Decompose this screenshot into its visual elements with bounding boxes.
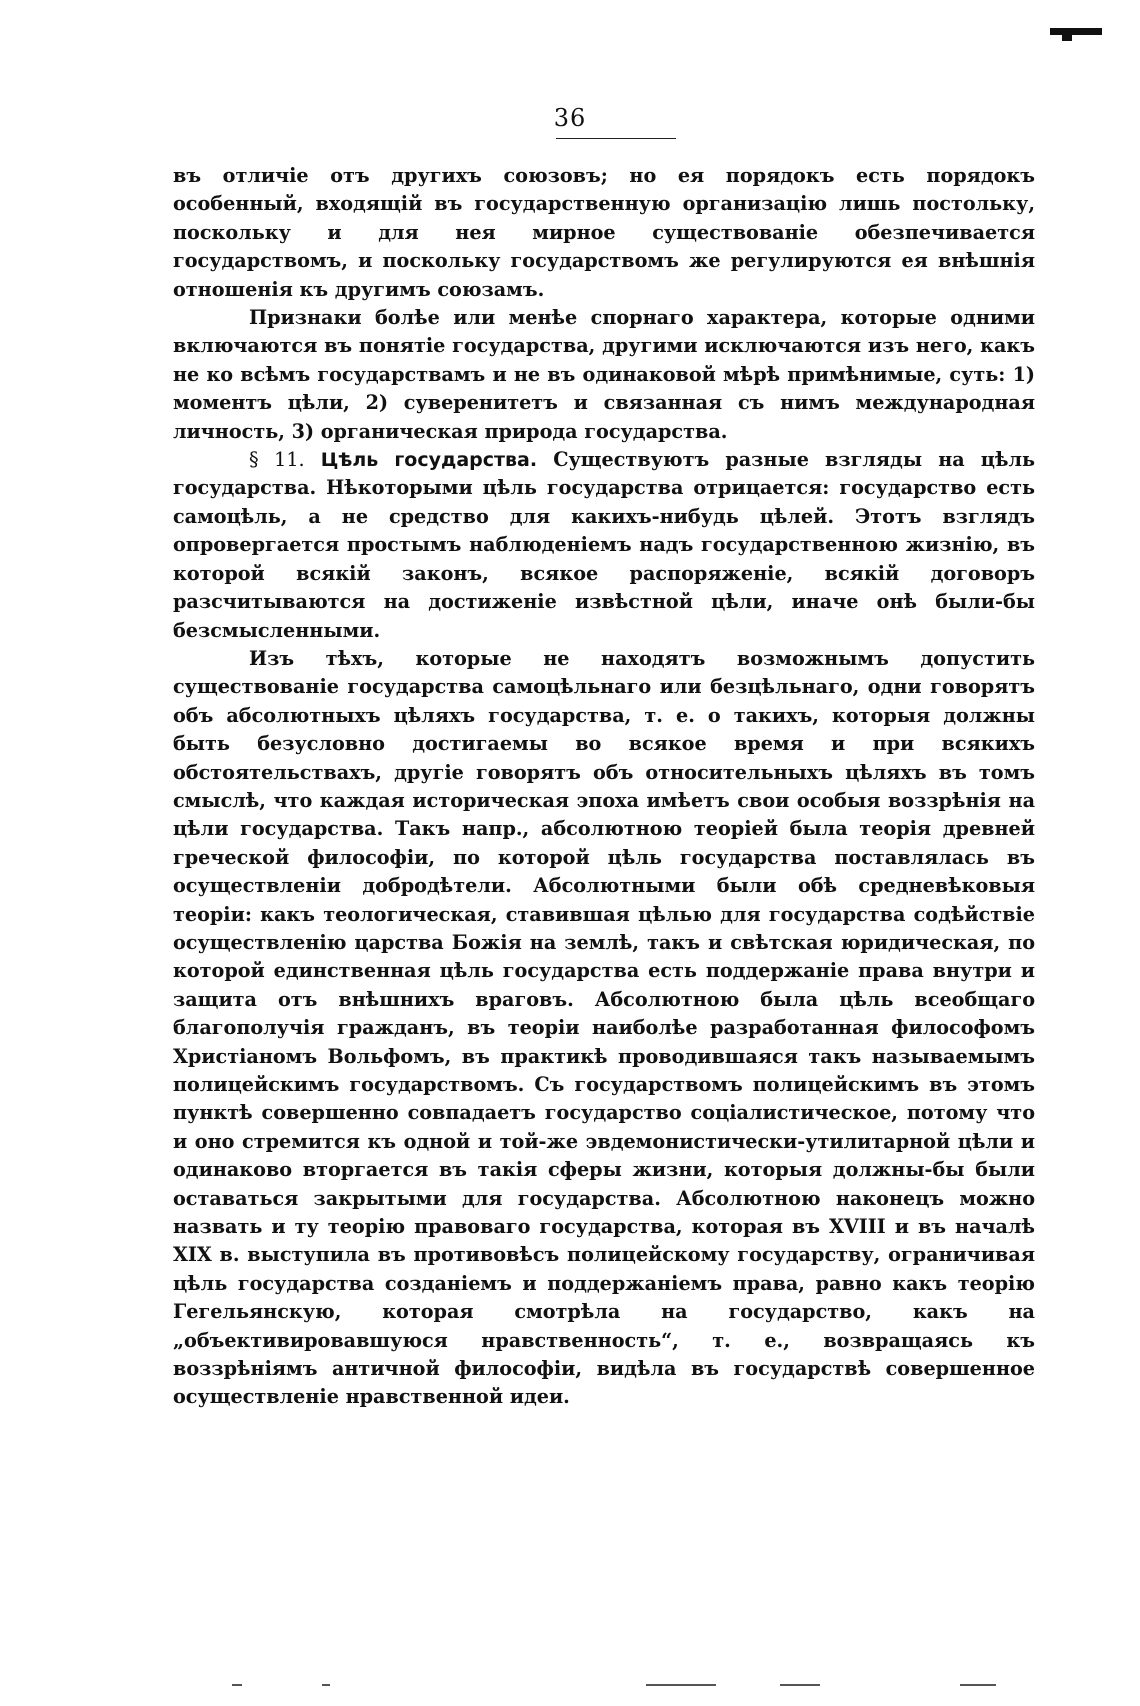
paragraph-2: Признаки болѣе или менѣе спорнаго характера, которые одними включаются въ понятіе государства, другими исключаются изъ него, какъ не ко всѣмъ государствамъ и не въ одинаковой мѣрѣ примѣнимые, суть: 1) моментъ цѣли, 2) суверенитетъ и связанная съ нимъ международная личность, 3) органическая природа государства. (173, 306, 1035, 443)
section-heading: Цѣль государства. (320, 449, 538, 472)
paragraph-1: въ отличіе отъ другихъ союзовъ; но ея порядокъ есть порядокъ особенный, входящій въ государственную организацію лишь постольку, поскольку и для нея мирное существованіе обезпечивается государствомъ, и поскольку государствомъ же регулируются ея внѣшнія отношенія къ другимъ союзамъ. (173, 164, 1035, 301)
paragraph-3-text: Существуютъ разные взгляды на цѣль государства. Нѣкоторыми цѣль государства отрицается: государство есть самоцѣль, а не средство для какихъ-нибудь цѣлей. Этотъ взглядъ опровергается простымъ наблюденіемъ надъ государственною жизнію, въ которой всякій законъ, всякое распоряженіе, всякій договоръ разсчитываются на достиженіе извѣстной цѣли, иначе онѣ были-бы безсмысленными. (173, 448, 1035, 642)
section-number: § 11. (249, 448, 305, 472)
paragraph-4: Изъ тѣхъ, которые не находятъ возможнымъ допустить существованіе государства самоцѣльнаго или безцѣльнаго, одни говорятъ объ абсолютныхъ цѣляхъ государства, т. е. о такихъ, которыя должны быть безусловно достигаемы во всякое время и при всякихъ обстоятельствахъ, другіе говорятъ объ относительныхъ цѣляхъ въ томъ смыслѣ, что каждая историческая эпоха имѣетъ свои особыя воззрѣнія на цѣли государства. Такъ напр., абсолютною теоріей была теорія древней греческой философіи, по которой цѣль государства поставлялась въ осуществленіи добродѣтели. Абсолютными были обѣ средневѣковыя теоріи: какъ теологическая, ставившая цѣлью для государства содѣйствіе осуществленію царства Божія на землѣ, такъ и свѣтская юридическая, по которой единственная цѣль государства есть поддержаніе права внутри и защита отъ внѣшнихъ враговъ. Абсолютною была цѣль всеобщаго благополучія гражданъ, въ теоріи наиболѣе разработанная философомъ Христіаномъ Вольфомъ, въ практикѣ проводившаяся такъ называемымъ полицейскимъ государствомъ. Съ государствомъ полицейскимъ въ этомъ пунктѣ совершенно совпадаетъ государство соціалистическое, потому что и оно стремится къ одной и той-же эвдемонистически-утилитарной цѣли и одинаково вторгается въ такія сферы жизни, которыя должны-бы были оставаться закрытыми для государства. Абсолютною наконецъ можно назвать и ту теорію правоваго государства, которая въ XVIII и въ началѣ XIX в. выступила въ противовѣсъ полицейскому государству, ограничивая цѣль государства созданіемъ и поддержаніемъ права, равно какъ теорію Гегельянскую, которая смотрѣла на государство, какъ на „объективировавшуюся нравственность“, т. е., возвращаясь къ воззрѣніямъ античной философіи, видѣла въ государствѣ совершенное осуществленіе нравственной идеи. (173, 646, 1035, 1409)
page-number-rule (556, 138, 676, 139)
page-number: 36 (553, 104, 587, 132)
corner-print-mark (1050, 28, 1102, 35)
main-text (173, 162, 1035, 1412)
footer-scan-marks (0, 1682, 1140, 1690)
paragraph-3 (173, 446, 1035, 645)
